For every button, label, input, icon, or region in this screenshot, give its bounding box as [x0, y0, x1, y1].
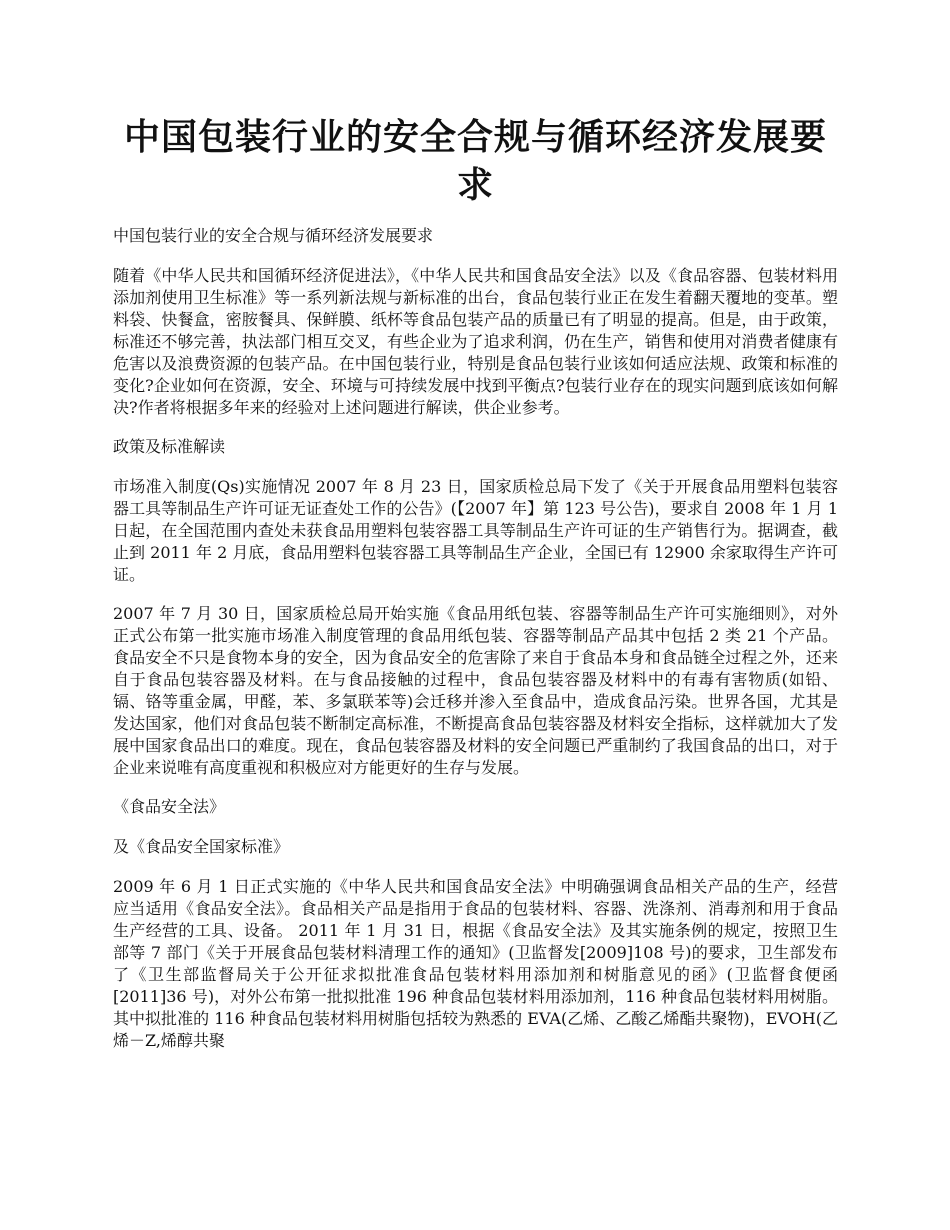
intro-paragraph: 随着《中华人民共和国循环经济促进法》，《中华人民共和国食品安全法》以及《食品容器、包装材料用添加剂使用卫生标准》等一系列新法规与新标准的出台，食品包装行业正在发生着翻天覆地的变革。塑料袋、快餐盒，密胺餐具、保鲜膜、纸杯等食品包装产品的质量已有了明显的提高。但是，由于政策，标准还不够完善，执法部门相互交叉，有些企业为了追求利润，仍在生产，销售和使用对消费者健康有危害以及浪费资源的包装产品。在中国包装行业，特别是食品包装行业该如何适应法规、政策和标准的变化?企业如何在资源，安全、环境与可持续发展中找到平衡点?包装行业存在的现实问题到底该如何解决?作者将根据多年来的经验对上述问题进行解读，供企业参考。 — [113, 266, 838, 417]
document-body — [113, 225, 838, 1069]
food-safety-law-paragraph: 2009 年 6 月 1 日正式实施的《中华人民共和国食品安全法》中明确强调食品相关产品的生产，经营应当适用《食品安全法》。食品相关产品是指用于食品的包装材料、容器、洗涤剂、消毒剂和用于食品生产经营的工具、设备。 2011 年 1 月 31 日，根据《食品安全法》及其实施条例的规定，按照卫生部等 7 部门《关于开展食品包装材料清理工作的通知》(卫监督发[2009]108 号)的要求，卫生部发布了《卫生部监督局关于公开征求拟批准食品包装材料用添加剂和树脂意见的函》(卫监督食便函[2011]36 号)，对外公布第一批拟批准 196 种食品包装材料用添加剂，116 种食品包装材料用树脂。其中拟批准的 116 种食品包装材料用树脂包括较为熟悉的 EVA(乙烯、乙酸乙烯酯共聚物)，EVOH(乙烯－Z,烯醇共聚 — [113, 877, 838, 1050]
document-title: 中国包装行业的安全合规与循环经济发展要求 — [123, 116, 827, 206]
section-heading-national-standard: 及《食品安全国家标准》 — [113, 837, 290, 856]
qs-market-access-paragraph: 市场准入制度(Qs)实施情况 2007 年 8 月 23 日，国家质检总局下发了《关于开展食品用塑料包装容器工具等制品生产许可证无证查处工作的公告》(【2007 年】第 123 号公告)，要求自 2008 年 1 月 1 日起，在全国范围内查处未获食品用塑料包装容器工具等制品生产许可证的生产销售行为。据调查，截止到 2011 年 2 月底，食品用塑料包装容器工具等制品生产企业，全国已有 12900 余家取得生产许可证。 — [113, 477, 838, 584]
section-heading-food-safety-law: 《食品安全法》 — [113, 797, 226, 816]
paper-packaging-paragraph: 2007 年 7 月 30 日，国家质检总局开始实施《食品用纸包装、容器等制品生产许可实施细则》，对外正式公布第一批实施市场准入制度管理的食品用纸包装、容器等制品产品其中包括 2 类 21 个产品。 食品安全不只是食物本身的安全，因为食品安全的危害除了来自于食品本身和食品链全过程之外，还来自于食品包装容器及材料。在与食品接触的过程中，食品包装容器及材料中的有毒有害物质(如铅、镉、铬等重金属，甲醛，苯、多氯联苯等)会迁移并渗入至食品中，造成食品污染。世界各国，尤其是发达国家，他们对食品包装不断制定高标准，不断提高食品包装容器及材料安全指标，这样就加大了发展中国家食品出口的难度。现在，食品包装容器及材料的安全问题已严重制约了我国食品的出口，对于企业来说唯有高度重视和积极应对方能更好的生存与发展。 — [113, 604, 838, 777]
subtitle-paragraph: 中国包装行业的安全合规与循环经济发展要求 — [113, 226, 434, 245]
section-heading-policy: 政策及标准解读 — [113, 437, 226, 456]
